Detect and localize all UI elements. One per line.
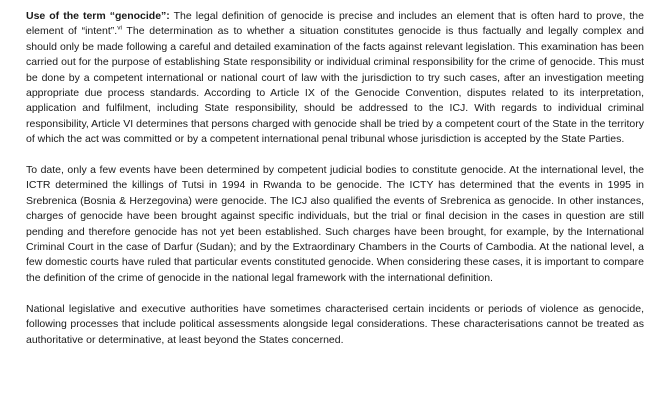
paragraph-judicial-determinations: To date, only a few events have been determined by competent judicial bodies to constitute genocide. At the international level, the ICTR determined the killings of Tutsi in 1994 in Rwanda to be genocide. The ICTY has determined that the events in 1995 in Srebrenica (Bosnia & Herzegovina) were genocide. The ICJ also qualified the events of Srebrenica as genocide. In other instances, charges of genocide have been brought against specific individuals, but the trial or final decision in the cases in question are still pending and therefore genocide has not yet been established. Such charges have been brought, for example, by the International Criminal Court in the case of Darfur (Sudan); and by the Extraordinary Chambers in the Courts of Cambodia. At the national level, a few domestic courts have ruled that particular events constituted genocide. When considering these cases, it is important to compare the definition of the crime of genocide in the national legal framework with the international definition. — [26, 164, 644, 284]
term-heading: Use of the term “genocide”: — [26, 10, 170, 22]
paragraph-genocide-definition — [26, 9, 644, 148]
paragraph-text: The determination as to whether a situation constitutes genocide is thus factually and legally complex and should only be made following a careful and detailed examination of the facts against relevant legislation. This examination has been carried out for the purpose of establishing State responsibility or individual criminal responsibility for the crime of genocide. This must be done by a competent international or national court of law with the jurisdiction to try such cases, after an investigation meeting appropriate due process standards. According to Article IX of the Genocide Convention, disputes related to its interpretation, application and fulfilment, including State responsibility, should be addressed to the ICJ. With regards to individual criminal responsibility, Article VI determines that persons charged with genocide shall be tried by a competent court of the State in the territory of which the act was committed or by a competent international penal tribunal whose jurisdiction is accepted by the State Parties. — [26, 25, 645, 146]
document-body — [26, 9, 644, 363]
paragraph-national-authorities: National legislative and executive authorities have sometimes characterised certain incidents or periods of violence as genocide, following processes that include political assessments alongside legal considerations. These characterisations cannot be treated as authoritative or determinative, at least beyond the States concerned. — [26, 302, 644, 346]
footnote-marker[interactable]: vi — [117, 24, 122, 32]
paragraph-text: The legal definition of genocide is precise and includes an element that is often hard to prove, the element of “intent”. — [26, 10, 644, 38]
